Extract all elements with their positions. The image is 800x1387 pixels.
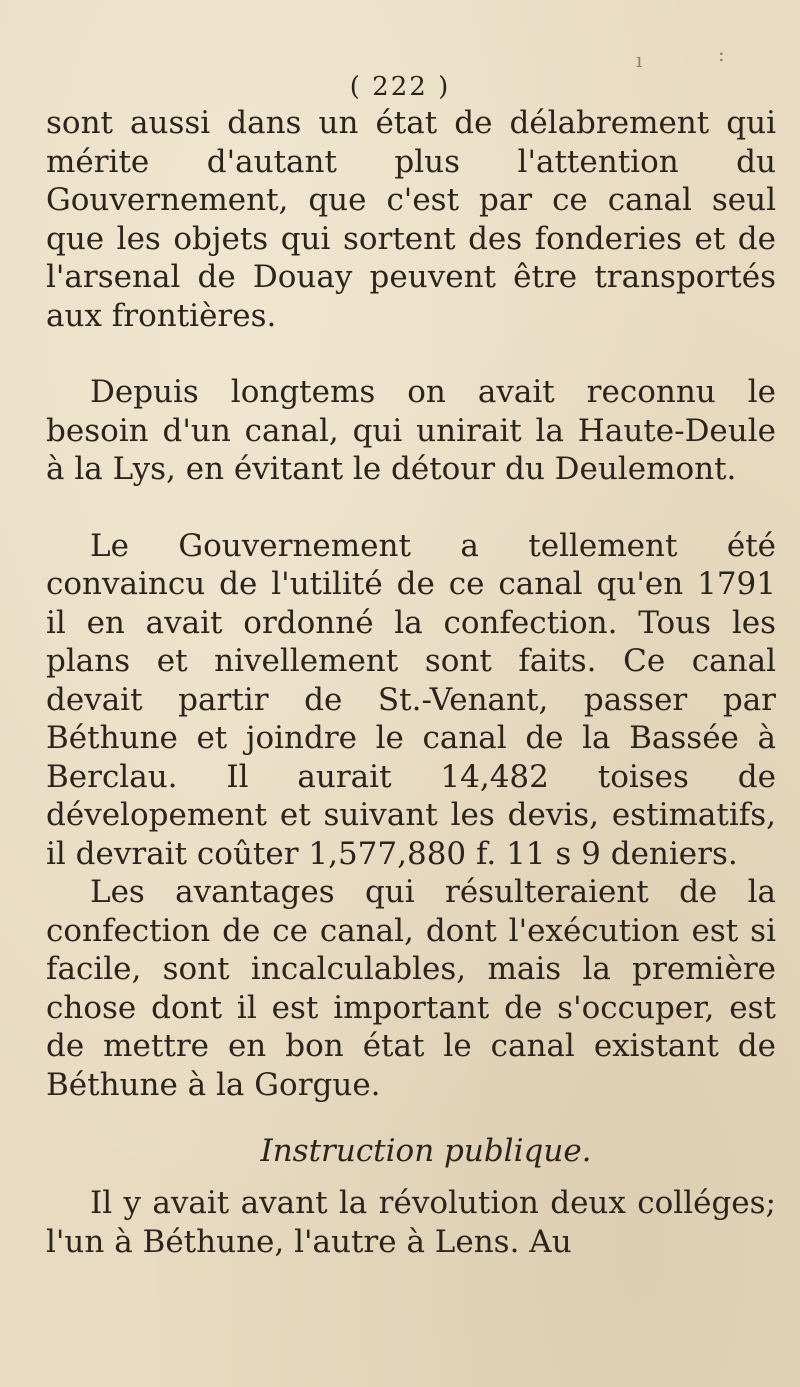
spacer bbox=[46, 489, 776, 527]
page-number: ( 222 ) bbox=[349, 72, 451, 102]
paragraph-4: Les avantages qui résulteraient de la confection de ce canal, dont l'exécution est si facile, sont incalculables, mais la première chose dont il est important de s'occuper, est de mettre en bon état le canal existant de Béthune à la Gorgue. bbox=[46, 874, 776, 1103]
spacer bbox=[46, 335, 776, 373]
paragraph-5: Il y avait avant la révolution deux colléges; l'un à Béthune, l'autre à Lens. Au bbox=[46, 1185, 776, 1260]
paragraph-3: Le Gouvernement a tellement été convaincu de l'utilité de ce canal qu'en 1791 il en avait ordonné la confection. Tous les plans et nivellement sont faits. Ce canal devait partir de St.-Venant, passer par Béthune et joindre le canal de la Bassée à Berclau. Il aurait 14,482 toises de dévelopement et suivant les devis, estimatifs, il devrait coûter 1,577,880 f. 11 s 9 deniers. bbox=[46, 527, 776, 872]
ink-speck: : bbox=[718, 42, 725, 66]
section-heading: Instruction publique. bbox=[260, 1133, 592, 1169]
ink-speck: ı bbox=[636, 48, 643, 72]
spacer bbox=[46, 1104, 776, 1132]
spacer bbox=[46, 1170, 776, 1184]
body-text bbox=[46, 104, 776, 1261]
paragraph-2: Depuis longtems on avait reconnu le besoin d'un canal, qui unirait la Haute-Deule à la Lys, en évitant le détour du Deulemont. bbox=[46, 374, 776, 487]
paragraph-1: sont aussi dans un état de délabrement qui mérite d'autant plus l'attention du Gouvernement, que c'est par ce canal seul que les objets qui sortent des fonderies et de l'arsenal de Douay peuvent être transportés aux frontières. bbox=[46, 105, 776, 334]
